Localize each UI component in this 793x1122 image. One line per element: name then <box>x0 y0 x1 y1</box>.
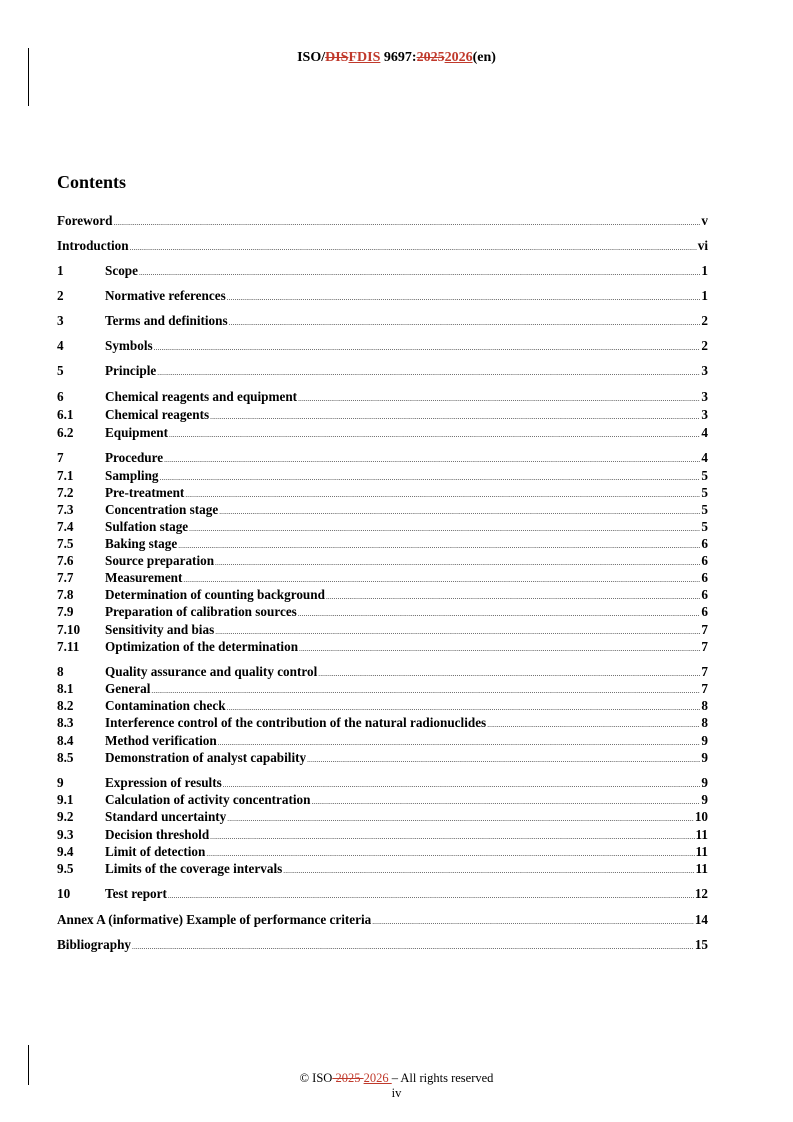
toc-entry-title: Limits of the coverage intervals <box>105 861 283 876</box>
toc-entry-number: 1 <box>57 263 64 278</box>
toc-entry[interactable] <box>57 237 708 254</box>
toc-entry-title: Normative references <box>105 288 226 303</box>
toc-dot-leader <box>113 215 700 232</box>
toc-entry-page: 6 <box>701 604 708 619</box>
toc-entry-title: Procedure <box>105 450 164 465</box>
toc-entry-title: Calculation of activity concentration <box>105 792 311 807</box>
toc-dot-leader <box>168 888 694 905</box>
toc-entry[interactable] <box>57 936 708 953</box>
toc-entry-number: 9.3 <box>57 827 74 842</box>
toc-entry-title: Chemical reagents <box>105 407 210 422</box>
toc-entry-number: 8.4 <box>57 733 74 748</box>
contents-heading: Contents <box>57 172 127 192</box>
toc-entry-page: 3 <box>701 363 708 378</box>
toc-entry-number: 7.6 <box>57 553 74 568</box>
toc-entry-title: Chemical reagents and equipment <box>105 389 298 404</box>
toc-entry-page: 5 <box>701 502 708 517</box>
toc-entry-page: 14 <box>694 912 708 927</box>
toc-entry-title: Equipment <box>105 425 169 440</box>
copyright-line <box>0 1071 793 1086</box>
toc-entry[interactable] <box>57 638 708 655</box>
toc-entry-number: 8.3 <box>57 715 74 730</box>
toc-entry-title: Sensitivity and bias <box>105 622 215 637</box>
toc-entry-number: 7.3 <box>57 502 74 517</box>
toc-dot-leader <box>299 641 700 658</box>
toc-dot-leader <box>132 939 694 956</box>
toc-entry-page: 11 <box>695 844 708 859</box>
toc-entry[interactable] <box>57 484 708 501</box>
toc-entry-number: 10 <box>57 886 71 901</box>
toc-entry[interactable] <box>57 262 708 279</box>
toc-entry-title: Sulfation stage <box>105 519 189 534</box>
toc-entry-number: 7.10 <box>57 622 81 637</box>
toc-entry-page: 3 <box>701 389 708 404</box>
toc-entry-number: 6 <box>57 389 64 404</box>
toc-entry-page: 6 <box>701 570 708 585</box>
toc-entry[interactable] <box>57 663 708 680</box>
toc-entry-page: 7 <box>701 639 708 654</box>
toc-entry-title: Contamination check <box>105 698 226 713</box>
toc-entry-number: 7.1 <box>57 468 74 483</box>
toc-entry[interactable] <box>57 362 708 379</box>
toc-entry-title: Method verification <box>105 733 217 748</box>
toc-entry-number: 5 <box>57 363 64 378</box>
copyright-inserted-year: 2026 <box>363 1071 392 1085</box>
toc-entry[interactable] <box>57 911 708 928</box>
toc-entry-title: Sampling <box>105 468 159 483</box>
toc-entry-title: Pre-treatment <box>105 485 185 500</box>
toc-entry-title: Optimization of the determination <box>105 639 299 654</box>
toc-entry-number: 2 <box>57 288 64 303</box>
page-footer <box>0 1071 793 1101</box>
toc-dot-leader <box>229 315 701 332</box>
header-deleted-year: 2025 <box>416 50 445 65</box>
toc-entry[interactable] <box>57 885 708 902</box>
toc-entry-title: Introduction <box>57 238 129 253</box>
toc-entry-page: 12 <box>694 886 708 901</box>
toc-entry-title: Demonstration of analyst capability <box>105 750 307 765</box>
toc-entry-page: v <box>701 213 708 228</box>
toc-entry-title: Foreword <box>57 213 113 228</box>
header-suffix: (en) <box>472 50 496 65</box>
toc-entry-number: 8.1 <box>57 681 74 696</box>
toc-entry-number: 8.5 <box>57 750 74 765</box>
toc-entry[interactable] <box>57 569 708 586</box>
toc-entry[interactable] <box>57 518 708 535</box>
toc-entry-number: 9.4 <box>57 844 74 859</box>
toc-entry[interactable] <box>57 714 708 731</box>
toc-entry[interactable] <box>57 621 708 638</box>
page-number: iv <box>391 1086 402 1100</box>
toc-entry[interactable] <box>57 860 708 877</box>
toc-entry-title: Principle <box>105 363 157 378</box>
toc-dot-leader <box>154 340 701 357</box>
toc-entry-page: 5 <box>701 519 708 534</box>
document-header <box>0 50 793 66</box>
toc-entry-number: 7.8 <box>57 587 74 602</box>
toc-entry-number: 7.7 <box>57 570 74 585</box>
toc-entry[interactable] <box>57 808 708 825</box>
toc-entry-page: 4 <box>701 450 708 465</box>
toc-entry[interactable] <box>57 791 708 808</box>
toc-entry-title: Scope <box>105 263 138 278</box>
toc-entry[interactable] <box>57 424 708 441</box>
toc-entry-page: 2 <box>701 313 708 328</box>
toc-entry-page: 2 <box>701 338 708 353</box>
header-inserted-stage: FDIS <box>348 50 381 65</box>
toc-entry-number: 9.1 <box>57 792 74 807</box>
toc-entry-page: 3 <box>701 407 708 422</box>
toc-dot-leader <box>227 290 701 307</box>
toc-entry-page: 10 <box>694 809 708 824</box>
toc-entry-number: 8 <box>57 664 64 679</box>
toc-entry-page: 9 <box>701 733 708 748</box>
toc-entry-title: Interference control of the contribution of the natural radionuclides <box>105 715 487 730</box>
toc-entry-page: 7 <box>701 681 708 696</box>
toc-entry-number: 7 <box>57 450 64 465</box>
copyright-deleted-year: 2025 <box>332 1071 364 1085</box>
toc-entry[interactable] <box>57 406 708 423</box>
toc-entry-page: 7 <box>701 664 708 679</box>
toc-entry-page: 9 <box>701 750 708 765</box>
toc-entry-number: 7.4 <box>57 519 74 534</box>
toc-entry-page: 5 <box>701 468 708 483</box>
toc-dot-leader <box>139 265 700 282</box>
toc-entry[interactable] <box>57 826 708 843</box>
header-prefix: ISO/ <box>297 50 326 65</box>
toc-dot-leader <box>130 240 697 257</box>
toc-entry-page: 1 <box>701 263 708 278</box>
toc-entry-number: 8.2 <box>57 698 74 713</box>
toc-entry-page: 6 <box>701 536 708 551</box>
toc-entry-page: 11 <box>695 861 708 876</box>
toc-dot-leader <box>372 914 694 931</box>
toc-entry[interactable] <box>57 449 708 466</box>
toc-entry-number: 7.2 <box>57 485 74 500</box>
toc-entry-title: Quality assurance and quality control <box>105 664 318 679</box>
toc-entry[interactable] <box>57 843 708 860</box>
toc-entry[interactable] <box>57 287 708 304</box>
toc-entry-page: 6 <box>701 553 708 568</box>
toc-entry-title: Symbols <box>105 338 153 353</box>
toc-entry-page: 5 <box>701 485 708 500</box>
toc-entry-title: Decision threshold <box>105 827 210 842</box>
toc-entry[interactable] <box>57 312 708 329</box>
toc-entry-title: Source preparation <box>105 553 215 568</box>
toc-entry[interactable] <box>57 337 708 354</box>
header-number: 9697: <box>380 50 417 65</box>
toc-entry-title: Measurement <box>105 570 183 585</box>
toc-entry-page: 9 <box>701 775 708 790</box>
toc-entry-page: 8 <box>701 698 708 713</box>
toc-entry[interactable] <box>57 586 708 603</box>
toc-entry-title: Expression of results <box>105 775 222 790</box>
toc-entry-number: 9.5 <box>57 861 74 876</box>
toc-entry-number: 9 <box>57 775 64 790</box>
toc-entry[interactable] <box>57 697 708 714</box>
toc-entry-page: 15 <box>694 937 708 952</box>
toc-entry[interactable] <box>57 388 708 405</box>
toc-entry-page: 11 <box>695 827 708 842</box>
toc-entry-title: Bibliography <box>57 937 132 952</box>
toc-entry-title: Determination of counting background <box>105 587 325 602</box>
toc-entry-title: General <box>105 681 151 696</box>
copyright-suffix: – All rights reserved <box>391 1071 494 1085</box>
toc-dot-leader <box>307 752 700 769</box>
toc-entry-number: 3 <box>57 313 64 328</box>
toc-entry-page: 7 <box>701 622 708 637</box>
toc-entry-number: 9.2 <box>57 809 74 824</box>
toc-entry-page: 9 <box>701 792 708 807</box>
toc-entry[interactable] <box>57 501 708 518</box>
toc-entry-page: 6 <box>701 587 708 602</box>
copyright-prefix: © ISO <box>299 1071 333 1085</box>
toc-entry-number: 6.2 <box>57 425 74 440</box>
toc-entry-number: 4 <box>57 338 64 353</box>
toc-entry-number: 7.5 <box>57 536 74 551</box>
toc-entry-title: Terms and definitions <box>105 313 228 328</box>
toc-entry[interactable] <box>57 680 708 697</box>
header-inserted-year: 2026 <box>444 50 473 65</box>
toc-entry-page: vi <box>697 238 708 253</box>
toc-entry-title: Baking stage <box>105 536 178 551</box>
toc-entry[interactable] <box>57 535 708 552</box>
toc-entry-page: 1 <box>701 288 708 303</box>
toc-entry-number: 7.11 <box>57 639 80 654</box>
toc-entry[interactable] <box>57 749 708 766</box>
toc-entry[interactable] <box>57 552 708 569</box>
toc-entry[interactable] <box>57 732 708 749</box>
toc-entry-title: Test report <box>105 886 167 901</box>
toc-dot-leader <box>169 427 700 444</box>
toc-entry-title: Preparation of calibration sources <box>105 604 297 619</box>
toc-entry[interactable] <box>57 467 708 484</box>
toc-entry[interactable] <box>57 603 708 620</box>
toc-entry-title: Concentration stage <box>105 502 219 517</box>
toc-entry[interactable] <box>57 212 708 229</box>
toc-entry-title: Annex A (informative) Example of performance criteria <box>57 912 372 927</box>
toc-entry-page: 4 <box>701 425 708 440</box>
toc-entry-title: Limit of detection <box>105 844 206 859</box>
toc-entry-page: 8 <box>701 715 708 730</box>
toc-entry-number: 6.1 <box>57 407 74 422</box>
toc-entry-title: Standard uncertainty <box>105 809 227 824</box>
toc-dot-leader <box>283 863 694 880</box>
toc-dot-leader <box>157 365 700 382</box>
toc-entry-number: 7.9 <box>57 604 74 619</box>
toc-entry[interactable] <box>57 774 708 791</box>
header-deleted-stage: DIS <box>325 50 349 65</box>
